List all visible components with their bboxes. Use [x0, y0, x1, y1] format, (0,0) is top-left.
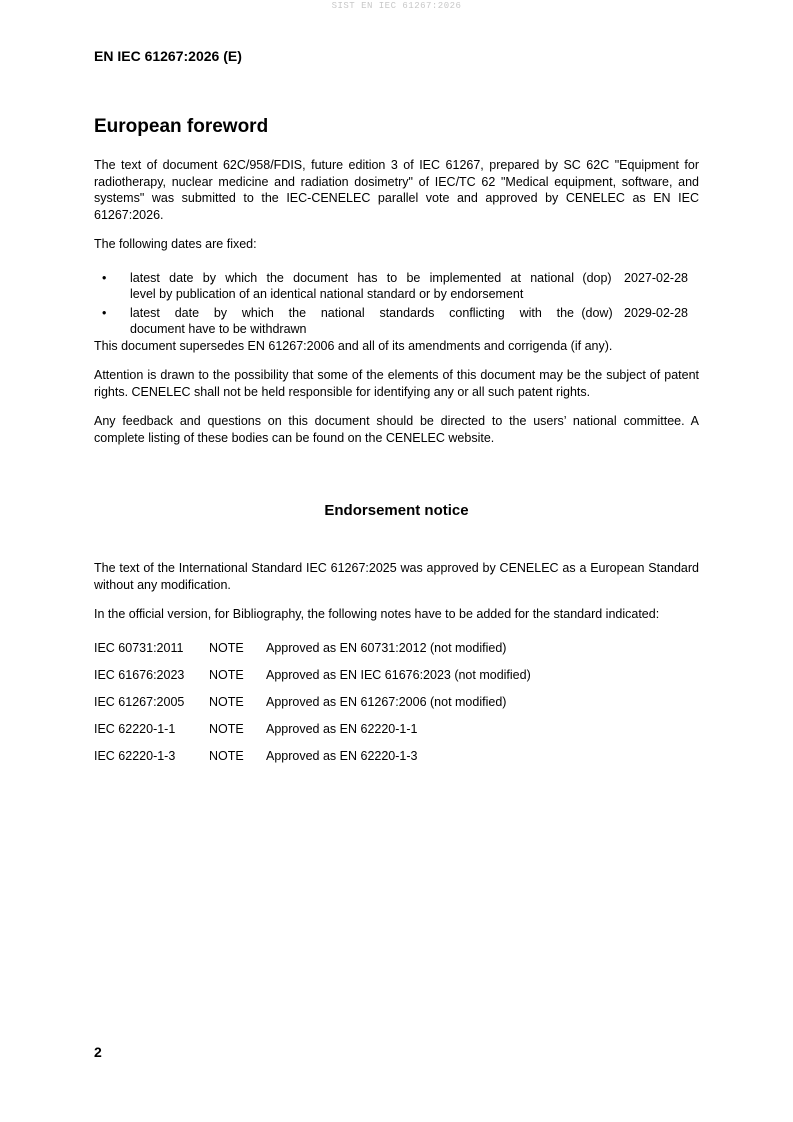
note-standard: IEC 61267:2005: [94, 694, 185, 709]
note-label: NOTE: [209, 640, 244, 655]
document-id: EN IEC 61267:2026 (E): [94, 48, 242, 64]
note-label: NOTE: [209, 748, 244, 763]
note-text: Approved as EN IEC 61676:2023 (not modified): [266, 667, 531, 682]
date-item-text: [130, 305, 574, 338]
date-item-line1: latest date by which the national standards conflicting with the: [130, 305, 574, 320]
date-item-abbr: (dop): [582, 270, 612, 285]
note-row: [94, 640, 699, 667]
endorsement-title: Endorsement notice: [324, 502, 469, 519]
date-item-date: 2029-02-28: [624, 305, 688, 320]
watermark: SIST EN IEC 61267:2026: [331, 1, 462, 11]
patent-paragraph: Attention is drawn to the possibility that some of the elements of this document may be the subject of patent rights. CENELEC shall not be held responsible for identifying any or all such patent rights.: [94, 368, 699, 399]
note-standard: IEC 62220-1-3: [94, 748, 176, 763]
date-item-line2: document have to be withdrawn: [130, 322, 307, 336]
note-row: [94, 721, 699, 748]
date-item-dow: [94, 305, 699, 338]
foreword-paragraph: The text of document 62C/958/FDIS, future edition 3 of IEC 61267, prepared by SC 62C "Equipment for radiotherapy, nuclear medicine and radiation dosimetry" of IEC/TC 62 "Medical equipment, software, and systems" was submitted to the IEC-CENELEC parallel vote and approved by CENELEC as EN IEC 61267:2026.: [94, 158, 699, 222]
note-label: NOTE: [209, 721, 244, 736]
note-standard: IEC 61676:2023: [94, 667, 185, 682]
bullet-icon: •: [102, 270, 107, 285]
note-standard: IEC 62220-1-1: [94, 721, 176, 736]
note-row: [94, 667, 699, 694]
foreword-title: European foreword: [94, 116, 269, 137]
note-text: Approved as EN 61267:2006 (not modified): [266, 694, 507, 709]
bullet-icon: •: [102, 305, 107, 320]
note-row: [94, 694, 699, 721]
endorsement-paragraph: The text of the International Standard IEC 61267:2025 was approved by CENELEC as a European Standard without any modification.: [94, 561, 699, 592]
note-standard: IEC 60731:2011: [94, 640, 184, 655]
date-item-dop: [94, 270, 699, 303]
foreword-body: [94, 157, 699, 446]
endorsement-body: [94, 560, 699, 775]
date-item-text: [130, 270, 574, 303]
note-text: Approved as EN 60731:2012 (not modified): [266, 640, 507, 655]
note-label: NOTE: [209, 667, 244, 682]
date-item-abbr: (dow): [581, 305, 613, 320]
note-row: [94, 748, 699, 775]
supersedes-paragraph: This document supersedes EN 61267:2006 and all of its amendments and corrigenda (if any).: [94, 338, 613, 353]
date-item-date: 2027-02-28: [624, 270, 688, 285]
date-item-line1: latest date by which the document has to be implemented at national: [130, 270, 574, 285]
page-number: 2: [94, 1044, 102, 1060]
notes-list: [94, 640, 699, 775]
date-item-line2: level by publication of an identical national standard or by endorsement: [130, 287, 524, 301]
note-text: Approved as EN 62220-1-3: [266, 748, 418, 763]
feedback-paragraph: Any feedback and questions on this document should be directed to the users’ national committee. A complete listing of these bodies can be found on the CENELEC website.: [94, 414, 699, 445]
bibliography-paragraph: In the official version, for Bibliography, the following notes have to be added for the standard indicated:: [94, 607, 660, 621]
note-text: Approved as EN 62220-1-1: [266, 721, 418, 736]
dates-list: [94, 270, 699, 338]
note-label: NOTE: [209, 694, 244, 709]
dates-intro: The following dates are fixed:: [94, 237, 257, 251]
